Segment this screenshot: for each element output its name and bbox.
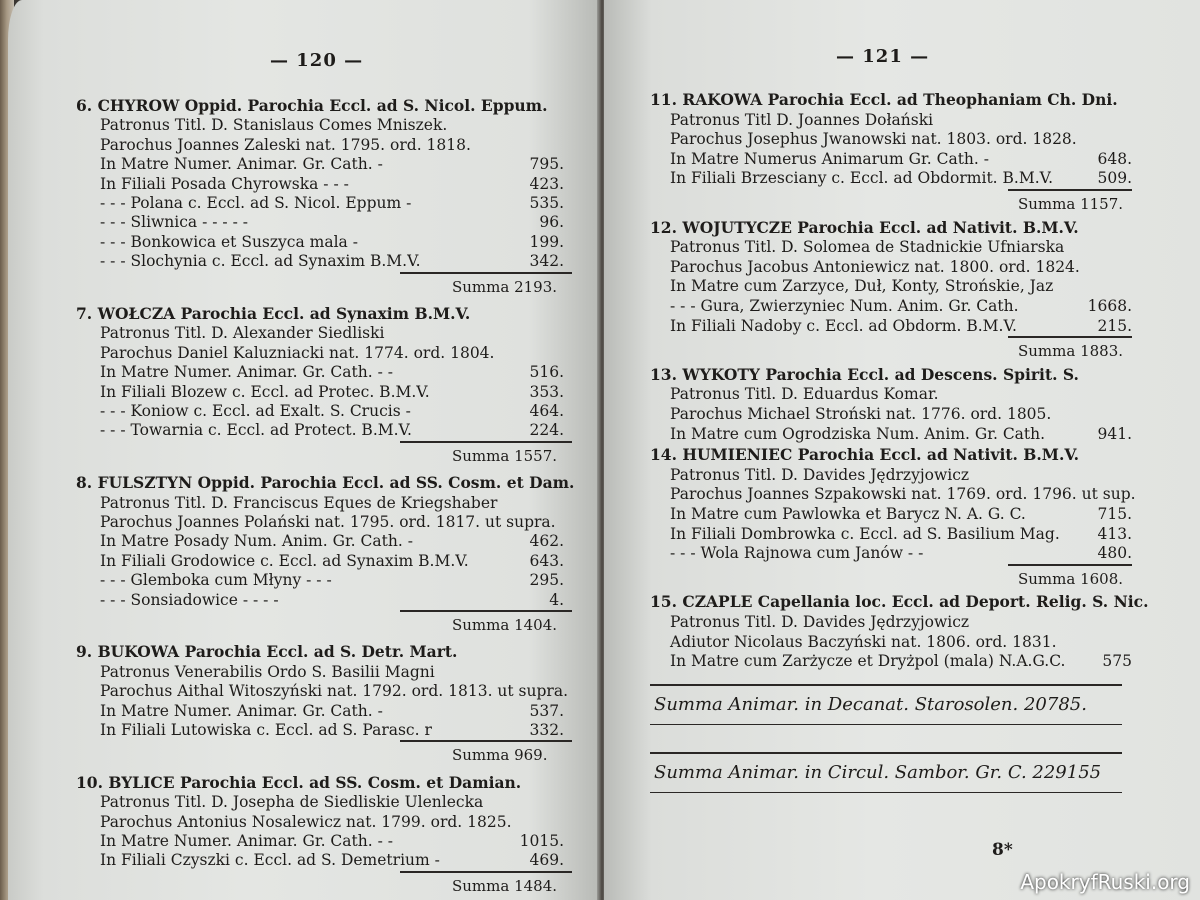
entry-line: Parochus Antonius Nosalewicz nat. 1799. ord. 1825.: [100, 812, 512, 831]
entry-line: Parochus Joannes Zaleski nat. 1795. ord. 1818.: [100, 135, 471, 154]
entry-line: Patronus Titl. D. Solomea de Stadnickie Ufniarska: [670, 238, 1065, 257]
count-value: 215.: [1097, 316, 1132, 335]
count-value: 295.: [529, 571, 564, 590]
entry-line: Patronus Venerabilis Ordo S. Basilii Magni: [100, 662, 435, 681]
entry-line: Patronus Titl. D. Josepha de Siedliskie Ulenlecka: [100, 793, 484, 812]
count-label: - - - Gura, Zwierzyniec Num. Anim. Gr. Cath.: [670, 297, 1019, 315]
count-label: - - - Sonsiadowice - - - -: [100, 590, 279, 609]
count-label: - - - Sliwnica - - - - -: [100, 213, 248, 232]
count-value: 462.: [529, 532, 564, 551]
entry-line: Patronus Titl. D. Eduardus Komar.: [670, 385, 939, 404]
entry-line: Parochus Josephus Jwanowski nat. 1803. ord. 1828.: [670, 130, 1077, 149]
count-label: In Matre Numer. Animar. Gr. Cath. - -: [100, 363, 394, 382]
count-value: 1668.: [1087, 297, 1132, 315]
count-value: 342.: [529, 252, 564, 271]
entry-summa: Summa 2193.: [452, 277, 558, 296]
count-label: In Matre cum Pawlowka et Barycz N. A. G. C.: [670, 505, 1026, 523]
count-value: 648.: [1097, 149, 1132, 168]
count-value: 941.: [1097, 424, 1132, 443]
count-value: 332.: [529, 721, 564, 739]
count-label: In Matre Posady Num. Anim. Gr. Cath. -: [100, 532, 413, 551]
count-label: In Filiali Nadoby c. Eccl. ad Obdorm. B.M.V.: [670, 316, 1017, 335]
count-value: 469.: [529, 851, 564, 870]
count-label: In Matre cum Zarżycze et Dryżpol (mala) N.A.G.C.: [670, 652, 1066, 671]
watermark: ApokryfRuski.org: [1020, 870, 1190, 894]
count-label: - - - Glemboka cum Młyny - - -: [100, 571, 332, 590]
count-value: 537.: [529, 701, 564, 720]
count-value: 353.: [529, 382, 564, 401]
count-label: In Matre Numer. Animar. Gr. Cath. -: [100, 701, 383, 720]
divider-rule: [400, 441, 572, 443]
entry-line: Patronus Titl. D. Davides Jędrzyjowicz: [670, 613, 970, 631]
divider-rule: [400, 871, 572, 873]
entry-heading: 12. WOJUTYCZE Parochia Eccl. ad Nativit. B.M.V.: [650, 217, 1079, 237]
divider-rule: [400, 272, 572, 274]
entry-heading: 11. RAKOWA Parochia Eccl. ad Theophaniam Ch. Dni.: [650, 90, 1118, 109]
entry-line: Patronus Titl. D. Stanislaus Comes Mniszek.: [100, 116, 448, 135]
divider-rule: [650, 792, 1122, 793]
count-value: 516.: [529, 363, 564, 382]
right-page: [604, 0, 1200, 900]
count-value: 4.: [549, 590, 564, 609]
entry-line: Patronus Titl D. Joannes Dołański: [670, 110, 934, 129]
entry-line: Patronus Titl. D. Alexander Siedliski: [100, 324, 385, 343]
divider-rule: [1008, 564, 1132, 566]
entry-line: Parochus Joannes Szpakowski nat. 1769. ord. 1796. ut sup.: [670, 485, 1136, 504]
entry-line: In Matre cum Zarzyce, Duł, Konty, Strońskie, Jaz: [670, 277, 1054, 296]
count-value: 464.: [529, 402, 564, 420]
count-label: - - - Wola Rajnowa cum Janów - -: [670, 544, 924, 563]
count-label: In Matre cum Ogrodziska Num. Anim. Gr. Cath.: [670, 424, 1046, 443]
entry-summa: Summa 1608.: [1018, 569, 1124, 588]
count-label: In Matre Numer. Animar. Gr. Cath. -: [100, 155, 383, 174]
page-number-121: — 121 —: [836, 46, 930, 67]
divider-rule: [1008, 336, 1132, 338]
count-value: 795.: [529, 155, 564, 174]
divider-rule: [400, 740, 572, 742]
entry-line: Adiutor Nicolaus Baczyński nat. 1806. ord. 1831.: [670, 632, 1057, 651]
count-label: - - - Polana c. Eccl. ad S. Nicol. Eppum -: [100, 194, 412, 212]
count-label: - - - Slochynia c. Eccl. ad Synaxim B.M.V.: [100, 252, 421, 271]
count-value: 575: [1102, 652, 1132, 671]
entry-line: Parochus Joannes Polański nat. 1795. ord. 1817. ut supra.: [100, 513, 556, 531]
count-value: 480.: [1097, 544, 1132, 563]
count-label: In Matre Numerus Animarum Gr. Cath. -: [670, 149, 990, 168]
divider-rule: [1008, 189, 1132, 191]
entry-line: Parochus Aithal Witoszyński nat. 1792. ord. 1813. ut supra.: [100, 682, 568, 701]
count-value: 96.: [539, 213, 564, 232]
count-label: In Filiali Dombrowka c. Eccl. ad S. Basilium Mag.: [670, 524, 1060, 543]
count-value: 199.: [529, 232, 564, 251]
count-value: 423.: [529, 174, 564, 193]
entry-heading: 9. BUKOWA Parochia Eccl. ad S. Detr. Mart.: [76, 642, 458, 662]
page-number-120: — 120 —: [270, 50, 364, 71]
divider-rule: [400, 610, 572, 612]
entry-heading: 13. WYKOTY Parochia Eccl. ad Descens. Spirit. S.: [650, 364, 1079, 384]
divider-rule: [650, 752, 1122, 754]
count-label: - - - Bonkowica et Suszyca mala -: [100, 232, 358, 251]
entry-summa: Summa 1404.: [452, 616, 558, 634]
entry-line: Patronus Titl. D. Davides Jędrzyjowicz: [670, 465, 970, 484]
divider-rule: [650, 684, 1122, 686]
count-label: - - - Koniow c. Eccl. ad Exalt. S. Crucis -: [100, 402, 411, 420]
entry-heading: 7. WOŁCZA Parochia Eccl. ad Synaxim B.M.V.: [76, 304, 471, 323]
entry-line: Patronus Titl. D. Franciscus Eques de Kriegshaber: [100, 493, 498, 512]
count-label: In Filiali Brzesciany c. Eccl. ad Obdormit. B.M.V.: [670, 169, 1054, 188]
entry-heading: 10. BYLICE Parochia Eccl. ad SS. Cosm. et Damian.: [76, 772, 522, 792]
count-label: In Filiali Lutowiska c. Eccl. ad S. Parasc. r: [100, 721, 432, 739]
count-label: In Filiali Blozew c. Eccl. ad Protec. B.M.V.: [100, 382, 430, 401]
total-circul: Summa Animar. in Circul. Sambor. Gr. C. 229155: [654, 762, 1102, 783]
count-label: In Matre Numer. Animar. Gr. Cath. - -: [100, 832, 394, 850]
count-label: In Filiali Grodowice c. Eccl. ad Synaxim B.M.V.: [100, 551, 469, 570]
entry-summa: Summa 1557.: [452, 446, 558, 465]
left-page: [8, 0, 600, 900]
signature-mark: 8*: [992, 840, 1013, 860]
count-value: 535.: [529, 194, 564, 212]
entry-heading: 15. CZAPLE Capellania loc. Eccl. ad Deport. Relig. S. Nic.: [650, 592, 1149, 612]
entry-line: Parochus Michael Stroński nat. 1776. ord. 1805.: [670, 405, 1052, 423]
entry-summa: Summa 1157.: [1018, 195, 1124, 213]
count-value: 715.: [1097, 505, 1132, 523]
total-decanat: Summa Animar. in Decanat. Starosolen. 20785.: [654, 694, 1087, 715]
count-value: 643.: [529, 551, 564, 570]
count-value: 1015.: [519, 832, 564, 850]
count-label: In Filiali Posada Chyrowska - - -: [100, 174, 349, 193]
entry-line: Parochus Daniel Kaluzniacki nat. 1774. ord. 1804.: [100, 343, 495, 362]
count-label: - - - Towarnia c. Eccl. ad Protect. B.M.V.: [100, 421, 412, 440]
count-label: In Filiali Czyszki c. Eccl. ad S. Demetrium -: [100, 851, 440, 870]
entry-heading: 14. HUMIENIEC Parochia Eccl. ad Nativit. B.M.V.: [650, 445, 1080, 465]
entry-summa: Summa 1883.: [1018, 342, 1124, 361]
count-value: 413.: [1097, 524, 1132, 543]
count-value: 224.: [529, 421, 564, 440]
count-value: 509.: [1097, 169, 1132, 188]
entry-heading: 8. FULSZTYN Oppid. Parochia Eccl. ad SS. Cosm. et Dam.: [76, 473, 575, 493]
entry-summa: Summa 1484.: [452, 876, 558, 895]
entry-line: Parochus Jacobus Antoniewicz nat. 1800. ord. 1824.: [670, 257, 1080, 276]
entry-summa: Summa 969.: [452, 746, 548, 765]
divider-rule: [650, 724, 1122, 725]
entry-heading: 6. CHYROW Oppid. Parochia Eccl. ad S. Nicol. Eppum.: [76, 96, 548, 115]
